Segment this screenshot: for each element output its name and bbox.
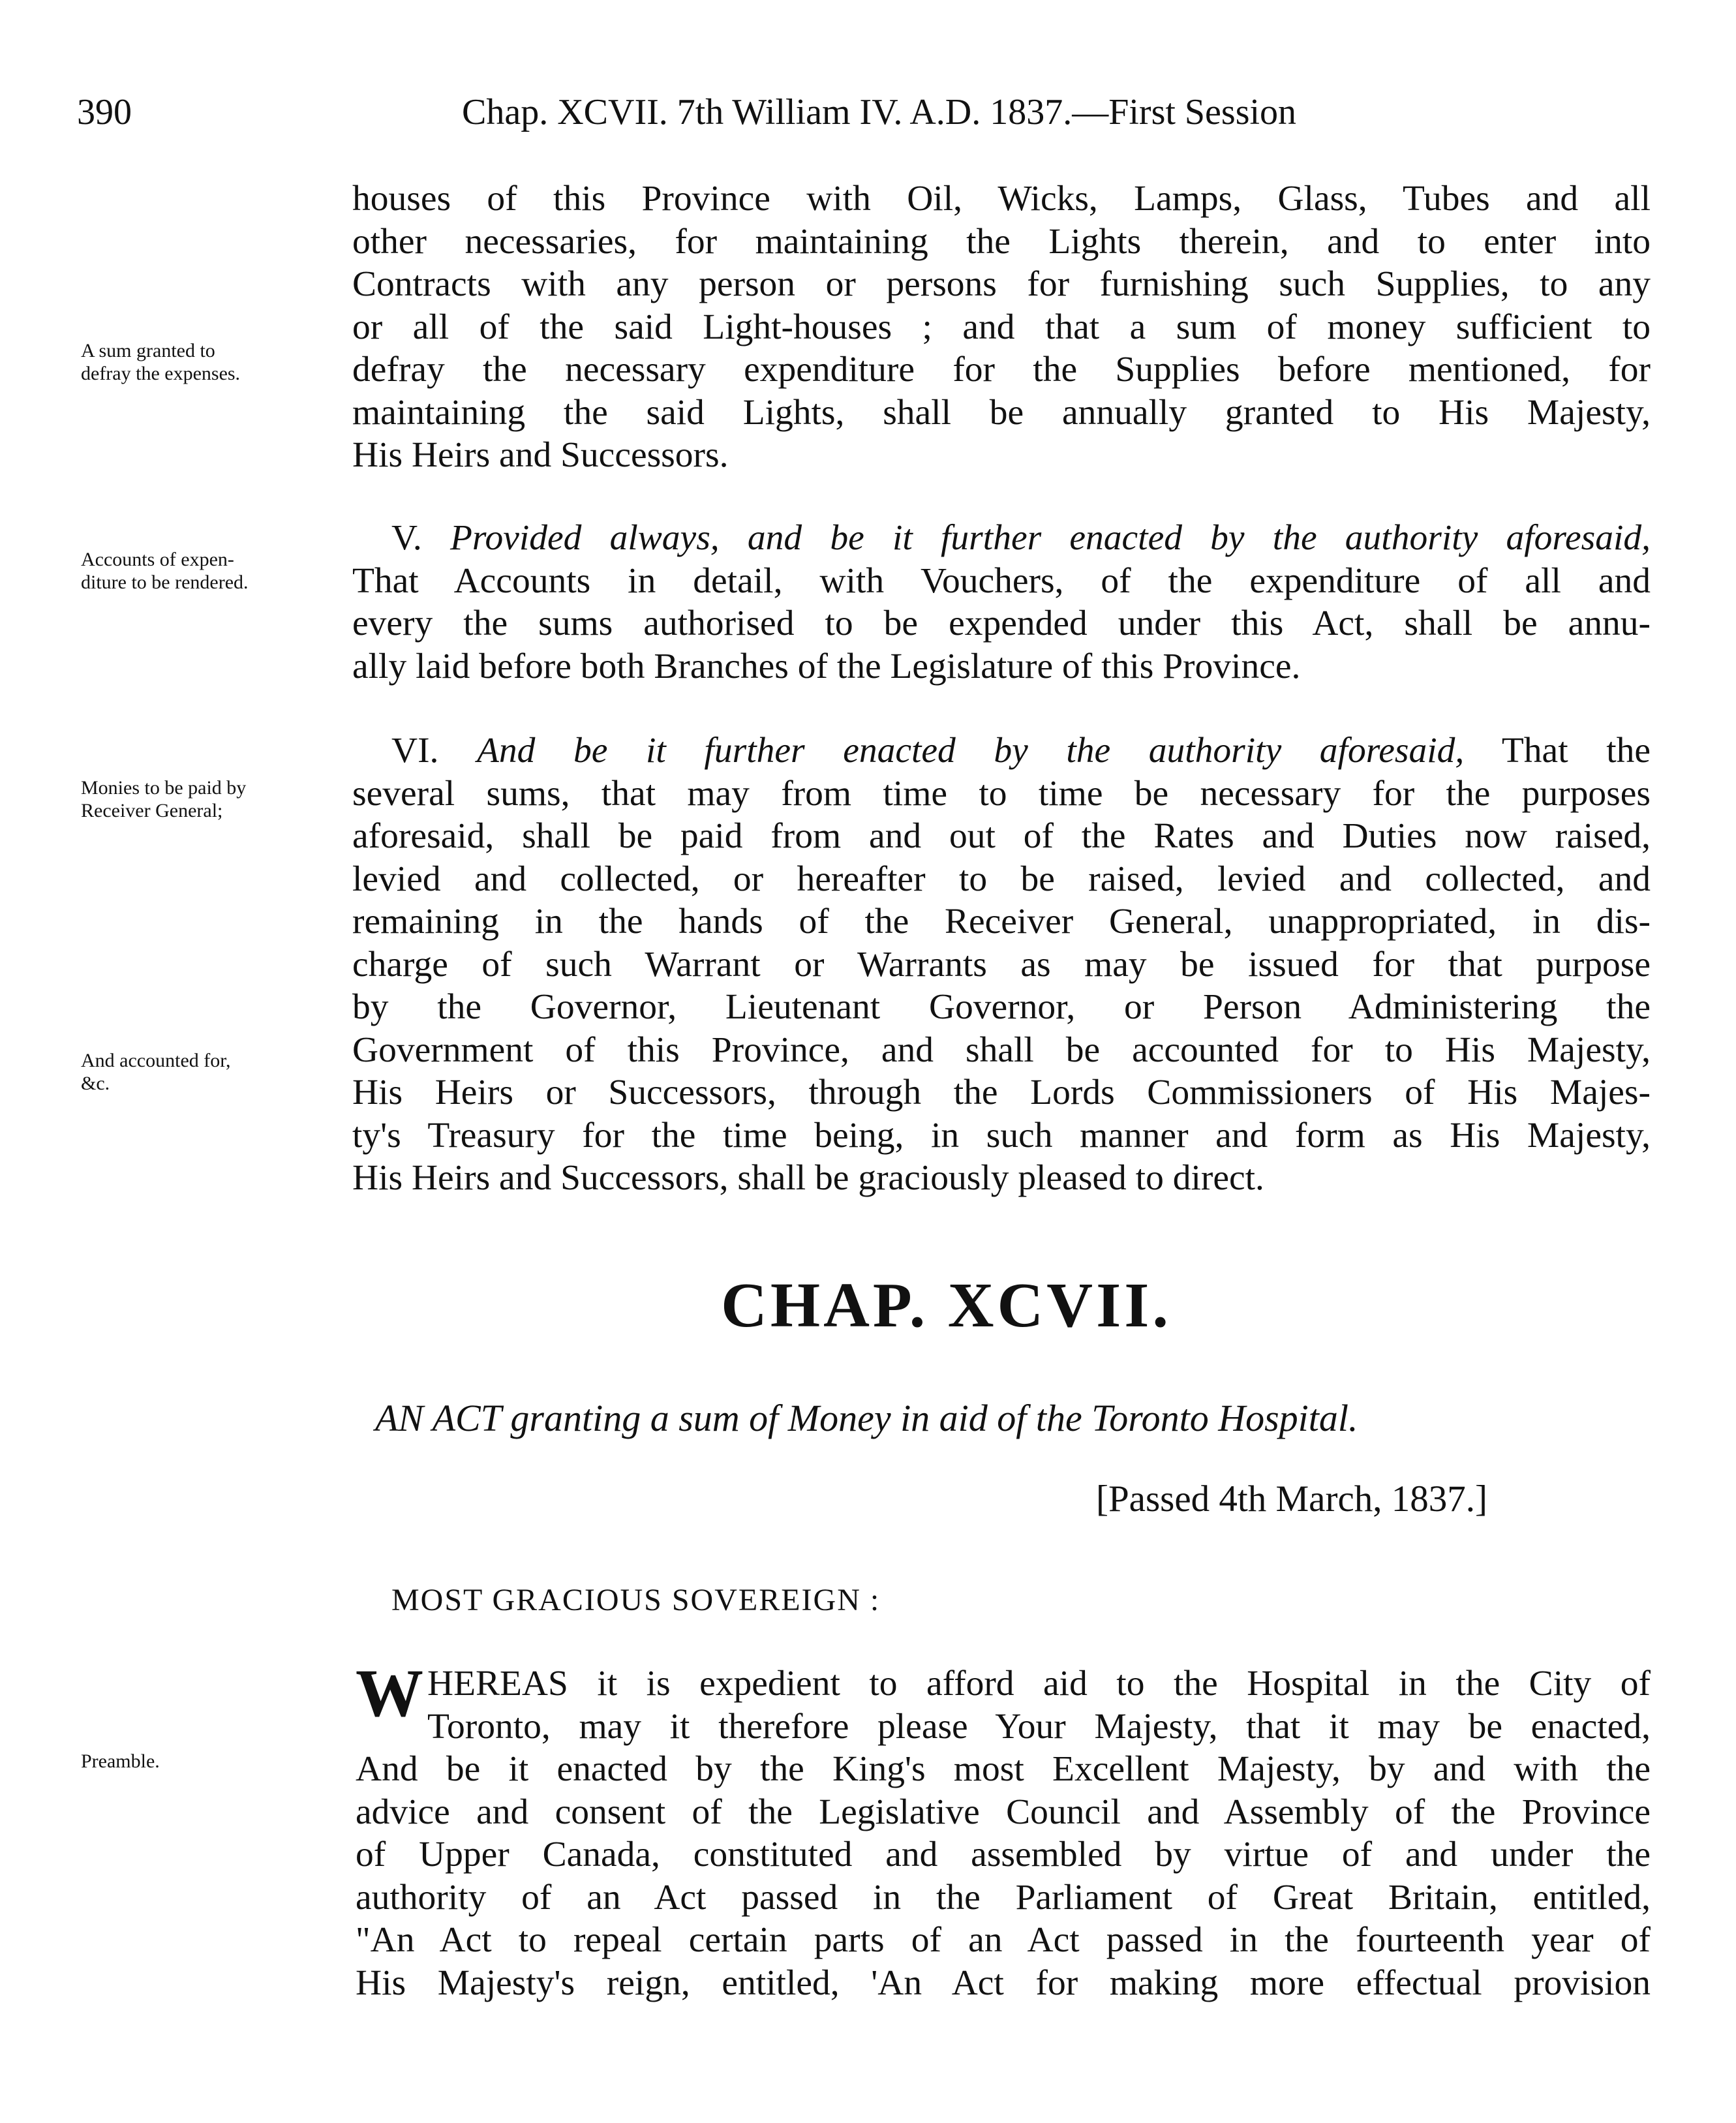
- text-line: of Upper Canada, constituted and assembled by virtue of and under the: [356, 1835, 1651, 1874]
- text-line: every the sums authorised to be expended under this Act, shall be annu-: [352, 603, 1651, 643]
- preamble-paragraph: [356, 1656, 1651, 2004]
- running-header: [77, 91, 1656, 144]
- margin-note-sum-granted: A sum granted to defray the expenses.: [81, 340, 241, 384]
- section-number: VI.: [391, 731, 439, 771]
- chapter-title: CHAP. XCVII.: [721, 1270, 1172, 1341]
- text-line: defray the necessary expenditure for the Supplies before mentioned, for: [352, 350, 1651, 389]
- text-line: That Accounts in detail, with Vouchers, of the expenditure of all and: [352, 560, 1651, 601]
- text-line: Toronto, may it therefore please Your Majesty, that it may be enacted,: [427, 1706, 1651, 1747]
- text-line: maintaining the said Lights, shall be annually granted to His Majesty,: [352, 392, 1651, 433]
- text-line: remaining in the hands of the Receiver General, unappropriated, in dis-: [352, 902, 1651, 941]
- margin-note-monies: Monies to be paid by Receiver General;: [81, 777, 247, 821]
- page-number: 390: [77, 92, 132, 132]
- section-vi: [352, 729, 1651, 1200]
- section-first-line-end: That the: [1501, 731, 1651, 771]
- section-v: [352, 517, 1651, 688]
- text-line: And be it enacted by the King's most Excellent Majesty, by and with the: [356, 1749, 1651, 1789]
- text-line: aforesaid, shall be paid from and out of the Rates and Duties now raised,: [352, 816, 1651, 856]
- text-line: advice and consent of the Legislative Council and Assembly of the Province: [356, 1792, 1651, 1832]
- section-italic-opening: And be it further enacted by the authority aforesaid,: [477, 731, 1465, 771]
- passed-date: [Passed 4th March, 1837.]: [1096, 1478, 1487, 1520]
- text-line: charge of such Warrant or Warrants as may be issued for that purpose: [352, 944, 1651, 985]
- text-line: "An Act to repeal certain parts of an Act passed in the fourteenth year of: [356, 1920, 1651, 1960]
- text-line: Contracts with any person or persons for furnishing such Supplies, to any: [352, 264, 1651, 304]
- text-line: His Heirs and Successors, shall be graciously pleased to direct.: [352, 1158, 1264, 1198]
- drop-cap: W: [356, 1656, 423, 1731]
- text-line: authority of an Act passed in the Parliament of Great Britain, entitled,: [356, 1877, 1651, 1917]
- act-title-text: granting a sum of Money in aid of the Toronto Hospital.: [510, 1397, 1358, 1439]
- preamble-first-line: WHEREAS it is expedient to afford aid to the Hospital in the City of: [356, 1656, 1651, 1731]
- section-number: V.: [391, 518, 422, 558]
- section-vi-opening: [352, 729, 1651, 772]
- text-line: levied and collected, or hereafter to be raised, levied and collected, and: [352, 859, 1651, 899]
- margin-note-accounted: And accounted for, &c.: [81, 1050, 231, 1094]
- section-v-opening: [352, 517, 1651, 560]
- text-line: His Majesty's reign, entitled, 'An Act for making more effectual provision: [356, 1963, 1651, 2003]
- text-line: other necessaries, for maintaining the Lights therein, and to enter into: [352, 221, 1651, 262]
- text-line: ally laid before both Branches of the Legislature of this Province.: [352, 646, 1301, 686]
- text-line: His Heirs or Successors, through the Lords Commissioners of His Majes-: [352, 1073, 1651, 1112]
- act-title: [375, 1396, 1358, 1440]
- salutation: MOST GRACIOUS SOVEREIGN :: [391, 1583, 881, 1617]
- section-italic-opening: Provided always, and be it further enacted by the authority aforesaid,: [450, 518, 1651, 558]
- text-line: by the Governor, Lieutenant Governor, or Person Administering the: [352, 987, 1651, 1027]
- text-line: houses of this Province with Oil, Wicks, Lamps, Glass, Tubes and all: [352, 179, 1651, 219]
- continuation-paragraph: [352, 177, 1651, 477]
- act-label: AN ACT: [375, 1397, 501, 1439]
- margin-note-accounts: Accounts of expen- diture to be rendered.: [81, 549, 249, 593]
- text-line: ty's Treasury for the time being, in such manner and form as His Majesty,: [352, 1115, 1651, 1155]
- text-line: or all of the said Light-houses ; and that a sum of money sufficient to: [352, 307, 1651, 347]
- text-line: His Heirs and Successors.: [352, 435, 729, 475]
- margin-note-preamble: Preamble.: [81, 1750, 160, 1772]
- text-line: several sums, that may from time to time be necessary for the purposes: [352, 773, 1651, 814]
- header-title: Chap. XCVII. 7th William IV. A.D. 1837.—First Session: [462, 92, 1297, 132]
- text-line: Government of this Province, and shall be accounted for to His Majesty,: [352, 1030, 1651, 1070]
